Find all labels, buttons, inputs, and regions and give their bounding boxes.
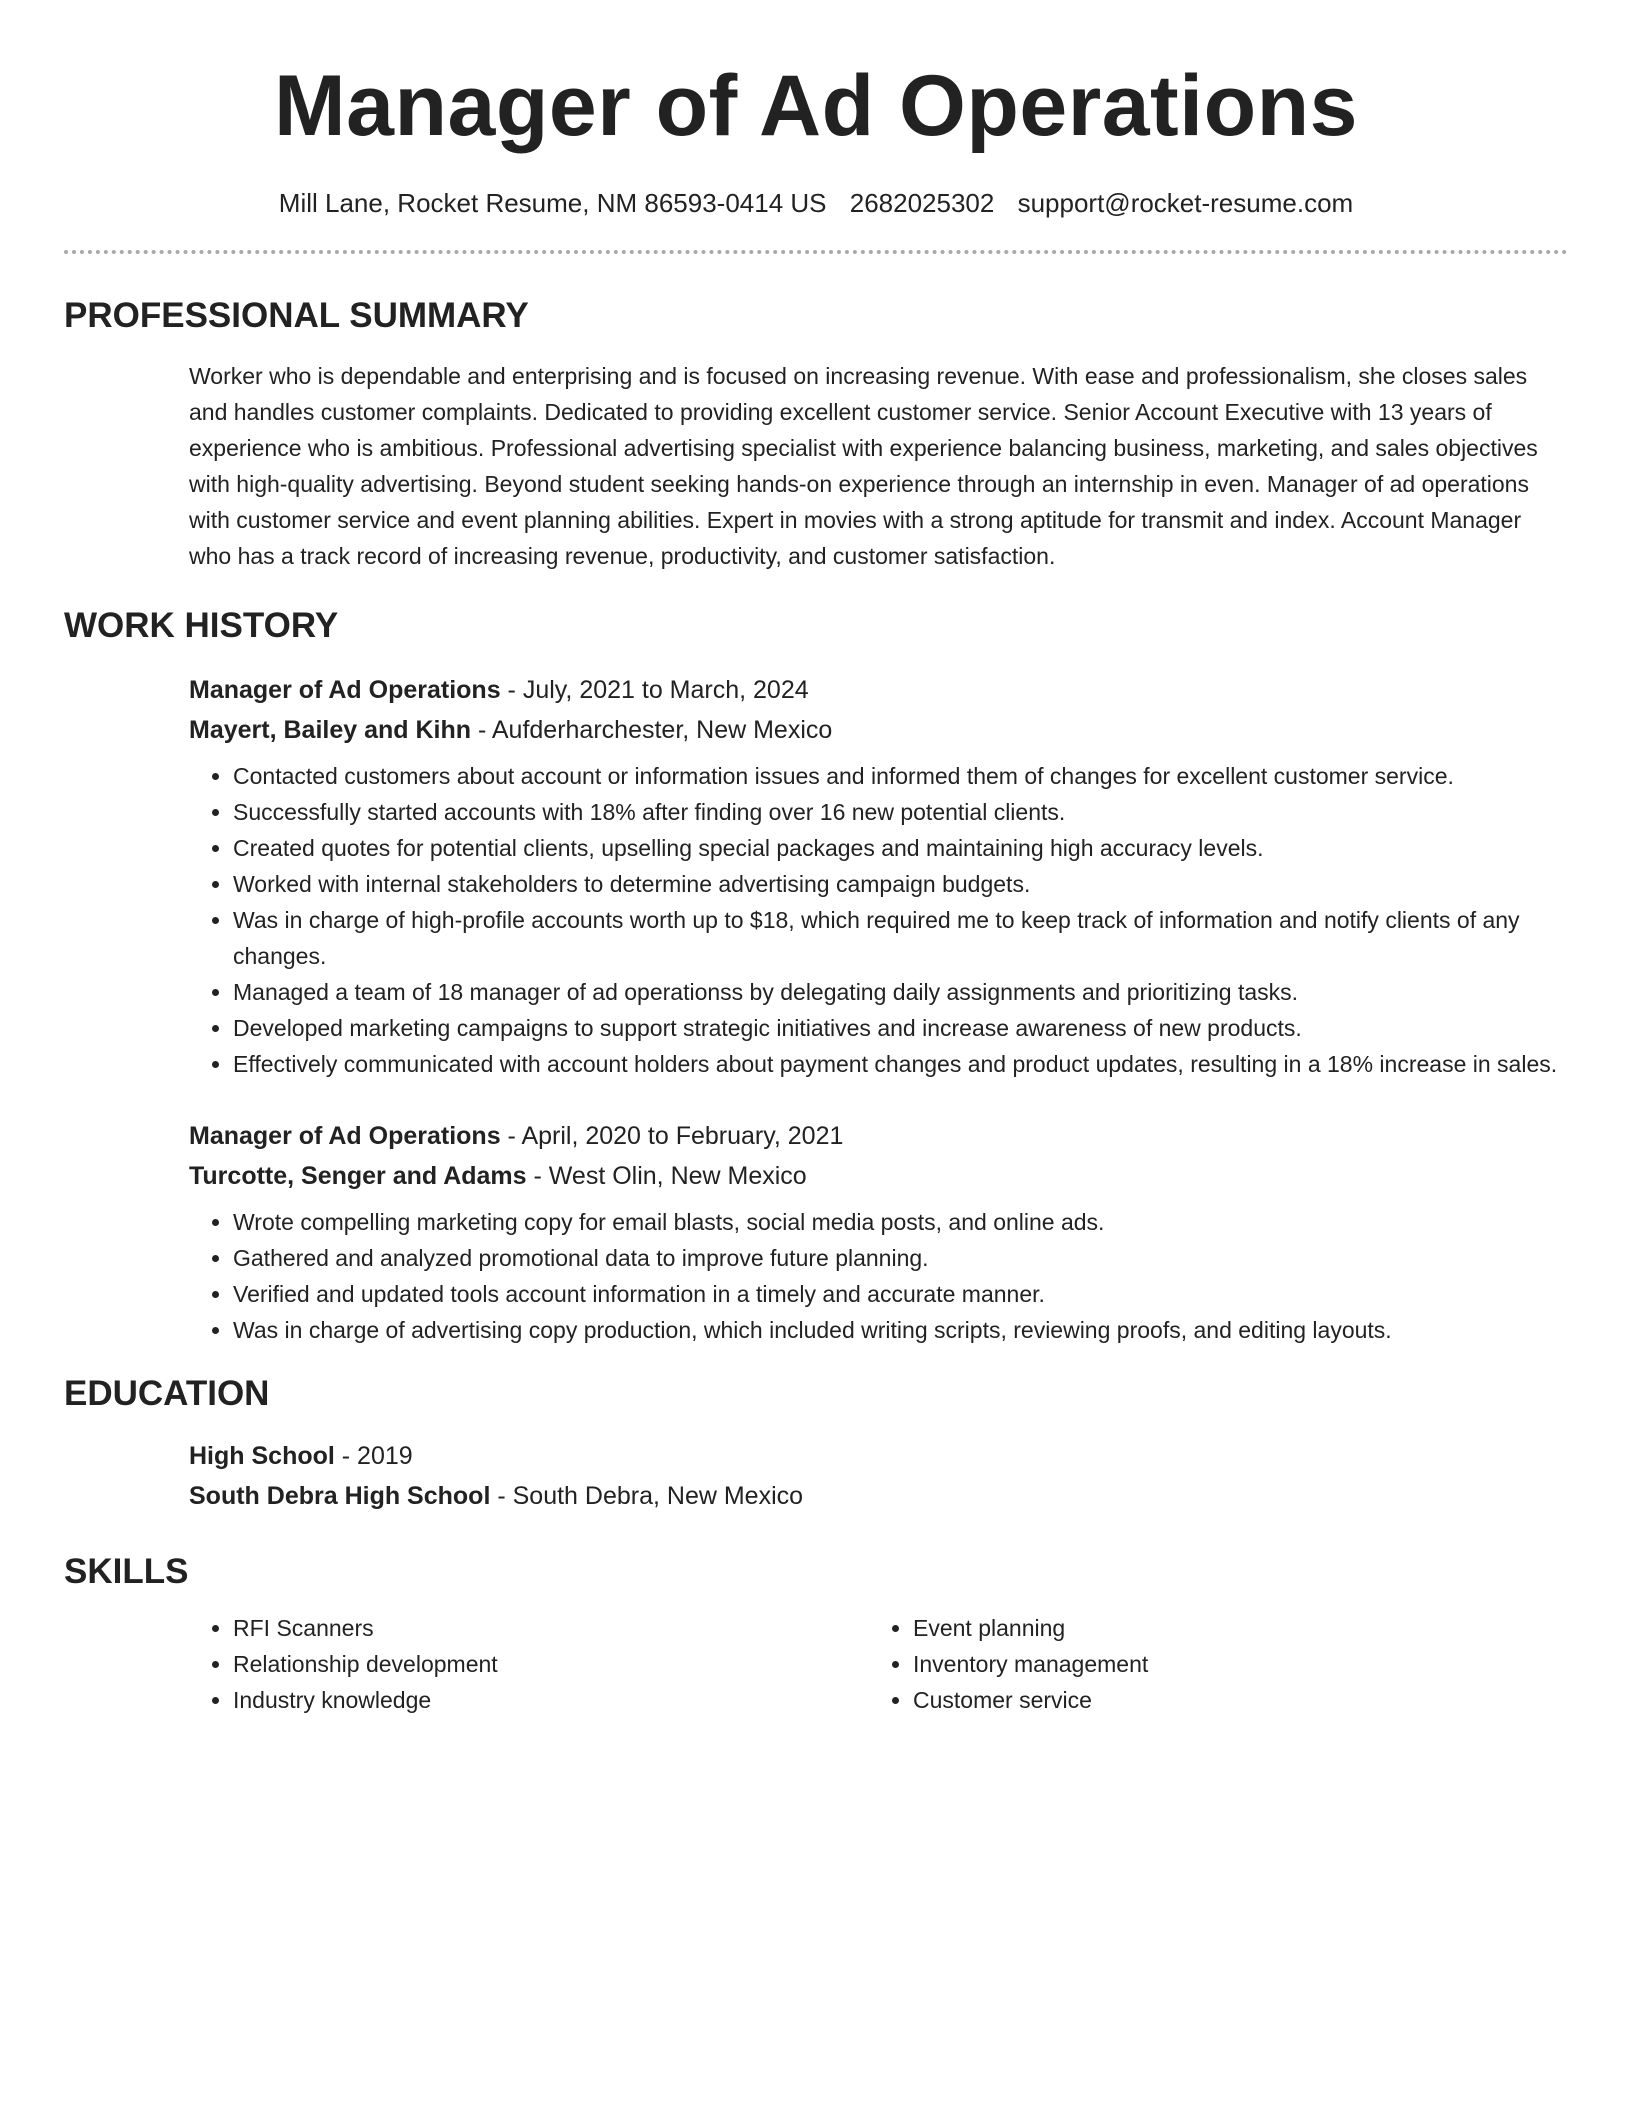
skill-item: • Event planning bbox=[913, 1610, 1549, 1646]
job-bullet: • Gathered and analyzed promotional data to improve future planning. bbox=[233, 1240, 1568, 1276]
education-school-line bbox=[189, 1476, 1568, 1516]
summary-text: Worker who is dependable and enterprising and is focused on increasing revenue. With ease and professionalism, she closes sales and handles customer complaints. Dedicated to providing excellent customer service. Senior Account Executive with 13 years of experience who is ambitious. Professional advertising specialist with experience balancing business, marketing, and sales objectives with high-quality advertising. Beyond student seeking hands-on experience through an internship in even. Manager of ad operations with customer service and event planning abilities. Expert in movies with a strong aptitude for transmit and index. Account Manager who has a track record of increasing revenue, productivity, and customer satisfaction. bbox=[189, 363, 1538, 569]
job-bullets bbox=[189, 758, 1568, 1082]
job-role-line bbox=[189, 670, 1568, 710]
job-location: - Aufderharchester, New Mexico bbox=[471, 716, 833, 744]
contact-email: support@rocket-resume.com bbox=[1017, 188, 1354, 218]
education-title: EDUCATION bbox=[64, 1374, 270, 1413]
job-bullet: • Developed marketing campaigns to support strategic initiatives and increase awareness of new products. bbox=[233, 1010, 1568, 1046]
skill-item: • Relationship development bbox=[233, 1646, 869, 1682]
skill-item: • Inventory management bbox=[913, 1646, 1549, 1682]
job-dates: - April, 2020 to February, 2021 bbox=[500, 1122, 844, 1150]
job-bullet: • Successfully started accounts with 18% after finding over 16 new potential clients. bbox=[233, 794, 1568, 830]
contact-phone: 2682025302 bbox=[849, 188, 995, 218]
job-company-line bbox=[189, 710, 1568, 750]
job-bullet: • Worked with internal stakeholders to determine advertising campaign budgets. bbox=[233, 866, 1568, 902]
job-company: Mayert, Bailey and Kihn bbox=[189, 716, 472, 744]
skill-item: • Customer service bbox=[913, 1682, 1549, 1718]
job-bullet: • Was in charge of high-profile accounts worth up to $18, which required me to keep track of information and notify clients of any changes. bbox=[233, 902, 1568, 974]
job-entry bbox=[189, 670, 1568, 1082]
job-location: - West Olin, New Mexico bbox=[526, 1162, 807, 1190]
job-role-line bbox=[189, 1116, 1568, 1156]
job-bullet: • Wrote compelling marketing copy for email blasts, social media posts, and online ads. bbox=[233, 1204, 1568, 1240]
work-history-title: WORK HISTORY bbox=[64, 606, 339, 645]
education-school: South Debra High School bbox=[189, 1482, 491, 1510]
job-bullet: • Created quotes for potential clients, upselling special packages and maintaining high accuracy levels. bbox=[233, 830, 1568, 866]
resume-name: Manager of Ad Operations bbox=[274, 58, 1358, 154]
summary-title: PROFESSIONAL SUMMARY bbox=[64, 296, 529, 335]
job-role: Manager of Ad Operations bbox=[189, 676, 501, 704]
education-section bbox=[64, 1372, 1568, 1516]
job-bullet: • Contacted customers about account or information issues and informed them of changes for excellent customer service. bbox=[233, 758, 1568, 794]
skill-item: • RFI Scanners bbox=[233, 1610, 869, 1646]
education-degree-line bbox=[189, 1436, 1568, 1476]
job-bullet: • Managed a team of 18 manager of ad operationss by delegating daily assignments and prioritizing tasks. bbox=[233, 974, 1568, 1010]
skills-list-right bbox=[869, 1610, 1549, 1718]
job-bullet: • Was in charge of advertising copy production, which included writing scripts, reviewing proofs, and editing layouts. bbox=[233, 1312, 1568, 1348]
contact-address: Mill Lane, Rocket Resume, NM 86593-0414 US bbox=[278, 188, 827, 218]
education-year: - 2019 bbox=[334, 1442, 413, 1470]
job-entry bbox=[189, 1116, 1568, 1348]
skills-section bbox=[64, 1550, 1568, 1718]
job-dates: - July, 2021 to March, 2024 bbox=[500, 676, 809, 704]
job-bullet: • Effectively communicated with account holders about payment changes and product updates, resulting in a 18% increase in sales. bbox=[233, 1046, 1568, 1082]
education-degree: High School bbox=[189, 1442, 335, 1470]
job-bullets bbox=[189, 1204, 1568, 1348]
job-bullet: • Verified and updated tools account information in a timely and accurate manner. bbox=[233, 1276, 1568, 1312]
skill-item: • Industry knowledge bbox=[233, 1682, 869, 1718]
job-role: Manager of Ad Operations bbox=[189, 1122, 501, 1150]
education-location: - South Debra, New Mexico bbox=[490, 1482, 804, 1510]
job-company-line bbox=[189, 1156, 1568, 1196]
header-divider bbox=[64, 250, 1568, 254]
contact-line bbox=[64, 186, 1568, 220]
skills-list-left bbox=[189, 1610, 869, 1718]
skills-title: SKILLS bbox=[64, 1552, 189, 1591]
summary-section bbox=[64, 294, 1568, 574]
job-company: Turcotte, Senger and Adams bbox=[189, 1162, 527, 1190]
skills-columns bbox=[189, 1610, 1568, 1718]
work-history-section bbox=[64, 604, 1568, 1348]
